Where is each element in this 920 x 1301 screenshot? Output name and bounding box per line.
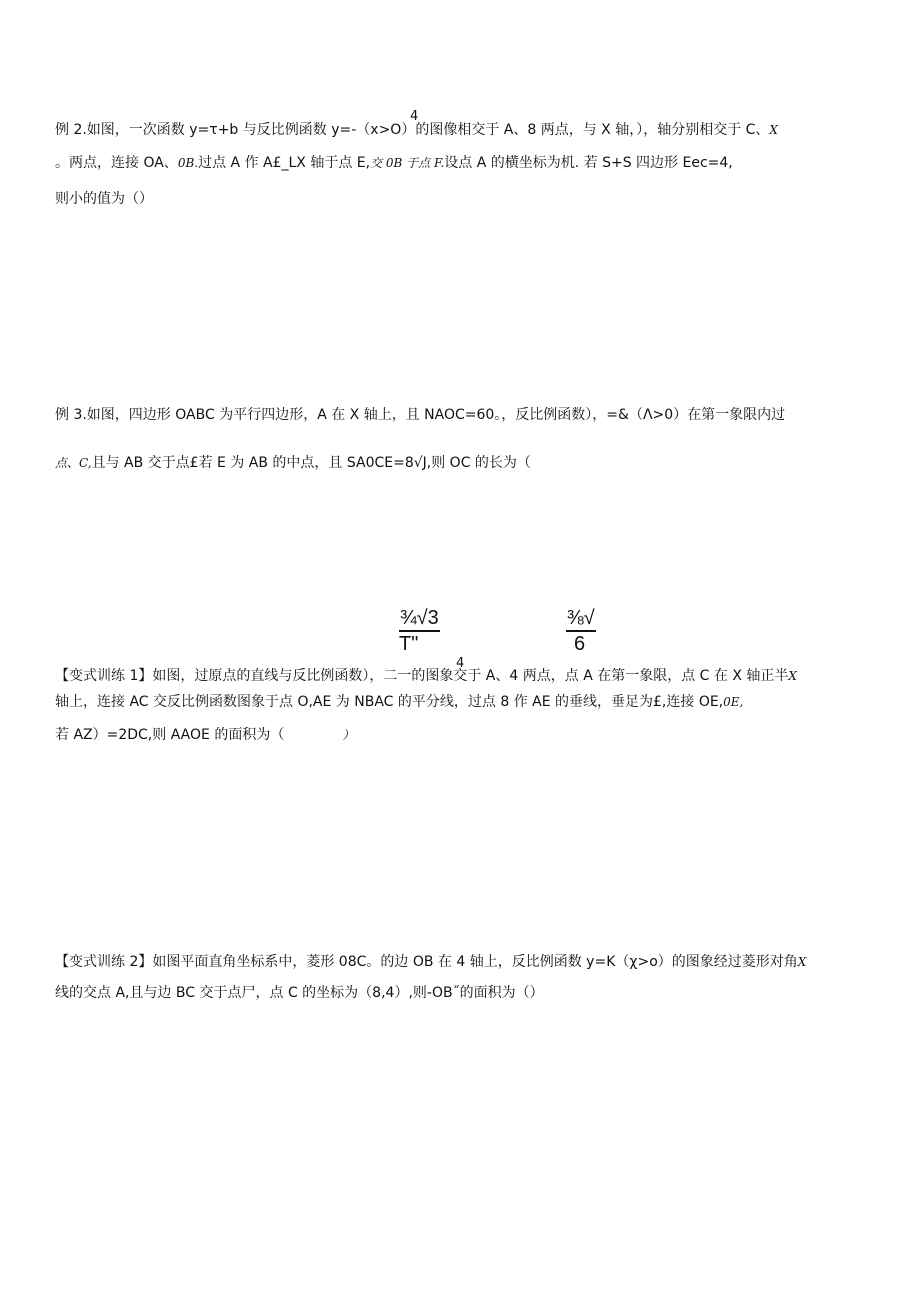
var1-line-2-text: 轴上，连接 AC 交反比例函数图象于点 O,AE 为 NBAC 的平分线，过点 8 作 AE 的垂线，垂足为£,连接 OE, <box>55 694 724 710</box>
ex2-line-2 <box>55 154 733 172</box>
var2-line-1-text: 【变式训练 2】如图平面直角坐标系中，菱形 08C。的边 OB 在 4 轴上，反比例函数 y=K（χ>o）的图象经过菱形对角 <box>55 954 798 970</box>
var1-line-1-x: X <box>788 669 797 683</box>
ex2-line-2-a: 。两点，连接 OA、 <box>55 155 178 171</box>
var1-line-2 <box>55 693 743 711</box>
ex2-superscript-4: 4 <box>410 109 419 124</box>
var2-line-1-x: X <box>797 955 807 969</box>
option-a-denominator: T" <box>399 633 419 655</box>
ex2-line-2-ob: 0B. <box>177 156 199 170</box>
ex2-line-3: 则小的值为（） <box>55 191 153 207</box>
ex3-line-2 <box>55 454 531 472</box>
var2-line-2: 线的交点 A,且与边 BC 交于点尸，点 C 的坐标为（8,4）,则-OB˝的面积为（） <box>55 985 544 1001</box>
ex3-line-2-points: 点、C, <box>55 456 92 470</box>
ex2-line-1-x: X <box>769 123 778 137</box>
ex3-line-1: 例 3.如图，四边形 OABC 为平行四边形，A 在 X 轴上，且 NAOC=60。，反比例函数），=&（Λ>0）在第一象限内过 <box>55 407 786 423</box>
ex2-line-1 <box>55 121 778 139</box>
ex2-line-2-d: 交 0B 于点 F. <box>370 156 445 170</box>
option-fraction-a <box>399 607 440 655</box>
option-fraction-b <box>566 607 596 655</box>
var1-line-1 <box>55 667 797 685</box>
var1-superscript-4: 4 <box>456 656 465 671</box>
var1-line-1-text: 【变式训练 1】如图，过原点的直线与反比例函数），二一的图象交于 A、4 两点，点 A 在第一象限，点 C 在 X 轴正半 <box>55 668 789 684</box>
var1-line-3-close: ） <box>342 728 355 742</box>
var1-line-2-oe: 0E, <box>723 695 744 709</box>
ex2-line-2-e: 设点 A 的横坐标为机. 若 S+S 四边形 Eec=4, <box>444 155 733 171</box>
option-b-numerator: ⅜√ <box>566 607 596 632</box>
var2-line-1 <box>55 953 806 971</box>
ex2-line-1-text: 例 2.如图，一次函数 y=τ+b 与反比例函数 y=-（x>O）的图像相交于 A、8 两点，与 X 轴，），轴分别相交于 C、 <box>55 122 770 138</box>
var1-line-3-text: 若 AZ）=2DC,则 AAOE 的面积为（ <box>55 727 285 743</box>
option-b-denominator: 6 <box>574 633 586 655</box>
option-a-numerator: ¾√3 <box>399 607 440 632</box>
ex3-line-2-text: 且与 AB 交于点£若 E 为 AB 的中点，且 SA0CE=8√J,则 OC 的长为（ <box>91 455 531 471</box>
var1-line-3 <box>55 726 354 744</box>
ex2-line-2-c: 过点 A 作 A£_LX 轴于点 E, <box>198 155 371 171</box>
